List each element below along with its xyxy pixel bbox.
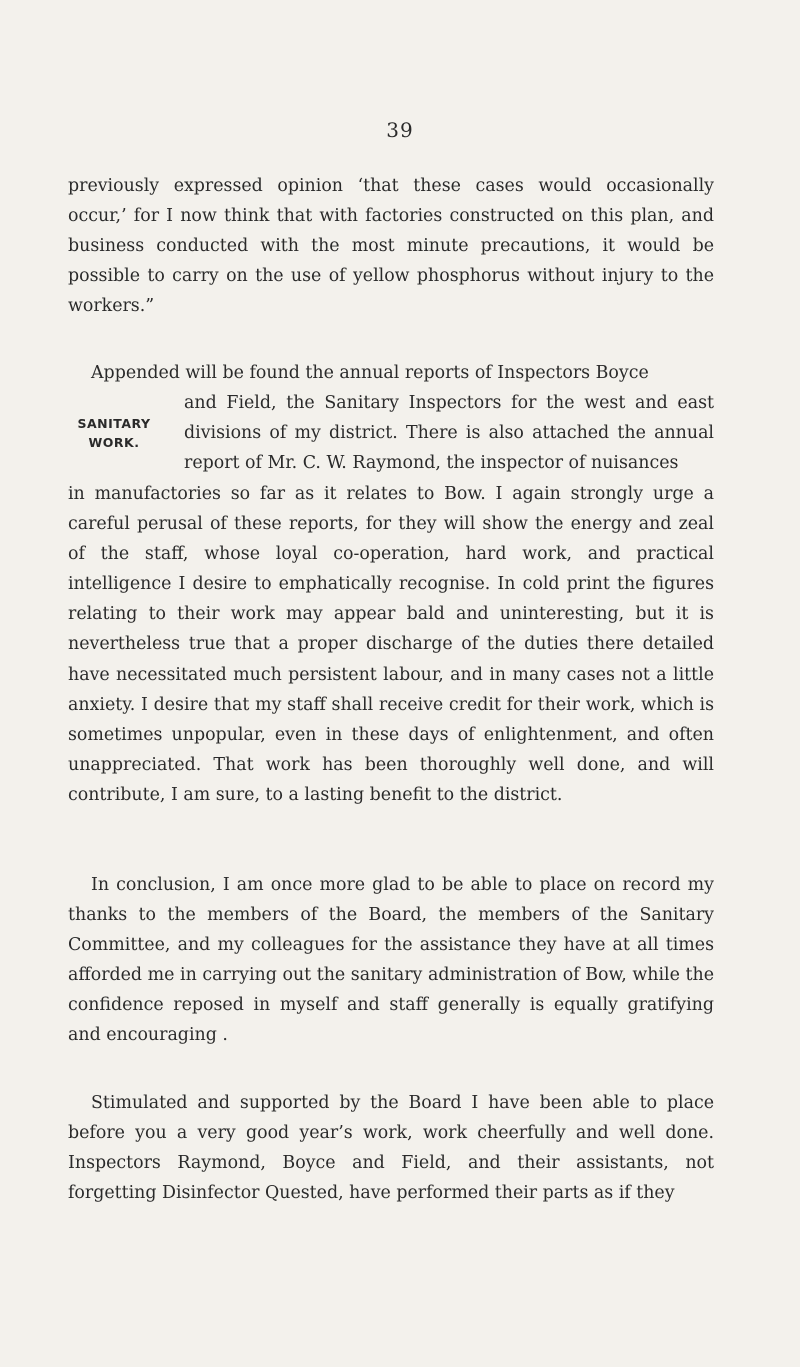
paragraph-stimulated bbox=[68, 1088, 714, 1208]
paragraph-sanitary-work-opening bbox=[68, 358, 714, 388]
paragraph-text: in manufactories so far as it relates to Bow. I again strongly urge a careful perusal of these reports, for they will show the energy and zeal of the staff, whose loyal co-operation, hard work, and practical intelligence I desire to emphatically recognise. In cold print the figures relating to their work may appear bald and uninteresting, but it is nevertheless true that a proper discharge of the duties there detailed have necessitated much persistent labour, and in many cases not a little anxiety. I desire that my staff shall receive credit for their work, which is sometimes unpopular, even in these days of enlightenment, and often unappreciated. That work has been thoroughly well done, and will contribute, I am sure, to a lasting benefit to the district. bbox=[68, 484, 714, 805]
margin-note-line: WORK. bbox=[88, 435, 140, 450]
paragraph-text: In conclusion, I am once more glad to be able to place on record my thanks to the members of the Board, the members of the Sanitary Committee, and my colleagues for the assistance they have at all times afforded me in carrying out the sanitary administration of Bow, while the confidence reposed in myself and staff generally is equally gratifying and encouraging . bbox=[68, 875, 714, 1046]
paragraph-continuation bbox=[68, 171, 714, 321]
paragraph-text: and Field, the Sanitary Inspectors for the west and east divisions of my district. There is also attached the annual report of Mr. C. W. Raymond, the inspector of nuisances bbox=[184, 393, 714, 474]
paragraph-text: Stimulated and supported by the Board I have been able to place before you a very good year’s work, work cheerfully and well done. Inspectors Raymond, Boyce and Field, and their assistants, not forgetting Disinfector Quested, have performed their parts as if they bbox=[68, 1093, 714, 1204]
margin-note-sanitary-work bbox=[54, 414, 174, 452]
margin-note-line: SANITARY bbox=[77, 416, 151, 431]
page-number: 39 bbox=[386, 118, 414, 142]
paragraph-sanitary-work-tail bbox=[68, 479, 714, 810]
paragraph-sanitary-work-indented bbox=[184, 388, 714, 478]
paragraph-conclusion bbox=[68, 870, 714, 1051]
paragraph-text: previously expressed opinion ‘that these cases would occasionally occur,’ for I now think that with factories constructed on this plan, and business conducted with the most minute precautions, it would be possible to carry on the use of yellow phosphorus without injury to the workers.” bbox=[68, 176, 714, 317]
paragraph-text: Appended will be found the annual reports of Inspectors Boyce bbox=[91, 363, 649, 383]
